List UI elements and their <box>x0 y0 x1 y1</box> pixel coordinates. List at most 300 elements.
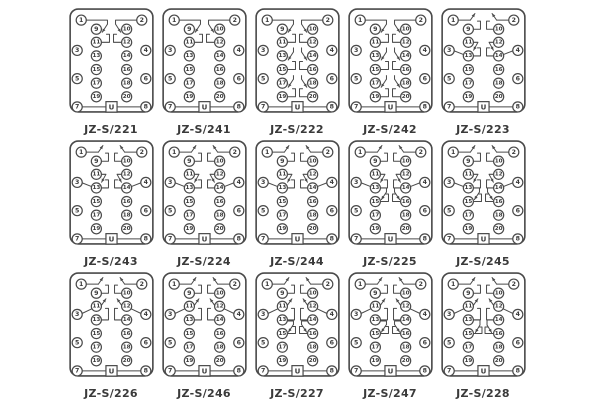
terminal-number: 5 <box>260 339 265 347</box>
terminal-14 <box>493 51 503 61</box>
terminal-number: 14 <box>122 53 131 60</box>
terminal-16 <box>400 65 410 75</box>
terminal-12 <box>493 37 503 47</box>
terminal-20 <box>493 356 503 366</box>
terminal-16 <box>400 329 410 339</box>
terminal-number: 18 <box>308 344 317 351</box>
terminal-9 <box>463 288 473 298</box>
terminal-number: 6 <box>515 339 520 347</box>
relay-socket-schematic <box>347 7 434 120</box>
terminal-number: 4 <box>422 311 427 319</box>
terminal-number: 7 <box>353 103 358 111</box>
terminal-number: 16 <box>215 198 224 205</box>
terminal-8 <box>233 234 243 244</box>
contact-wiring <box>454 14 516 56</box>
terminal-1 <box>262 15 272 25</box>
terminal-17 <box>91 210 101 220</box>
terminal-number: 6 <box>329 339 334 347</box>
terminal-number: 5 <box>74 339 79 347</box>
terminal-number: 1 <box>78 148 83 156</box>
terminal-number: 5 <box>446 75 451 83</box>
terminal-number: 18 <box>401 344 410 351</box>
terminal-3 <box>258 45 268 55</box>
terminal-number: 16 <box>122 66 131 73</box>
terminal-18 <box>307 342 317 352</box>
terminal-number: 20 <box>122 94 131 101</box>
terminal-number: 11 <box>277 303 286 310</box>
terminal-11 <box>91 169 101 179</box>
terminal-3 <box>165 45 175 55</box>
terminal-number: 1 <box>450 148 455 156</box>
terminal-number: 8 <box>422 235 427 243</box>
terminal-6 <box>419 206 429 216</box>
terminal-17 <box>370 342 380 352</box>
terminal-2 <box>322 15 332 25</box>
terminal-11 <box>184 37 194 47</box>
diagram-label: JZ-S/244 <box>270 255 324 268</box>
terminal-number: 4 <box>236 179 241 187</box>
terminal-19 <box>277 224 287 234</box>
terminal-4 <box>233 309 243 319</box>
terminal-number: 15 <box>277 198 286 205</box>
terminal-number: 13 <box>463 317 472 324</box>
terminal-number: 16 <box>308 66 317 73</box>
coil-u-label: U <box>480 366 486 376</box>
terminal-17 <box>277 342 287 352</box>
terminal-7 <box>165 366 175 376</box>
relay-diagram-cell-246 <box>159 271 249 400</box>
terminal-18 <box>307 78 317 88</box>
terminal-3 <box>258 309 268 319</box>
terminal-number: 8 <box>329 235 334 243</box>
terminal-number: 16 <box>494 198 503 205</box>
terminal-number: 13 <box>184 185 193 192</box>
terminal-2 <box>508 279 518 289</box>
terminal-number: 18 <box>401 212 410 219</box>
terminal-number: 7 <box>446 103 451 111</box>
terminal-number: 18 <box>401 80 410 87</box>
terminal-number: 16 <box>494 66 503 73</box>
terminal-number: 18 <box>308 80 317 87</box>
terminal-17 <box>277 78 287 88</box>
terminal-number: 10 <box>215 290 224 297</box>
terminal-18 <box>121 342 131 352</box>
terminal-number: 9 <box>372 157 378 165</box>
terminal-12 <box>307 37 317 47</box>
terminal-12 <box>121 37 131 47</box>
terminal-number: 5 <box>353 339 358 347</box>
terminal-number: 18 <box>215 344 224 351</box>
terminal-number: 13 <box>277 53 286 60</box>
terminal-number: 9 <box>93 157 99 165</box>
terminal-number: 15 <box>91 66 100 73</box>
terminal-number: 4 <box>329 311 334 319</box>
terminal-15 <box>184 65 194 75</box>
terminal-13 <box>277 315 287 325</box>
terminal-number: 18 <box>122 344 131 351</box>
terminal-6 <box>512 338 522 348</box>
terminal-12 <box>400 301 410 311</box>
terminal-19 <box>370 92 380 102</box>
terminal-5 <box>72 338 82 348</box>
terminal-number: 11 <box>91 171 100 178</box>
terminal-17 <box>370 78 380 88</box>
terminal-13 <box>184 315 194 325</box>
terminal-number: 11 <box>91 303 100 310</box>
terminal-number: 7 <box>260 103 265 111</box>
terminal-number: 17 <box>370 212 379 219</box>
terminal-5 <box>444 338 454 348</box>
terminal-14 <box>493 315 503 325</box>
terminal-number: 12 <box>122 171 131 178</box>
terminal-12 <box>400 169 410 179</box>
relay-diagram-cell-223 <box>438 7 528 136</box>
diagram-label: JZ-S/242 <box>363 123 417 136</box>
terminal-number: 10 <box>215 158 224 165</box>
terminal-13 <box>463 51 473 61</box>
terminal-number: 6 <box>329 75 334 83</box>
terminal-number: 12 <box>494 303 503 310</box>
terminal-13 <box>463 183 473 193</box>
terminal-4 <box>512 177 522 187</box>
terminal-9 <box>91 156 101 166</box>
terminal-13 <box>370 183 380 193</box>
terminal-17 <box>184 210 194 220</box>
terminal-number: 20 <box>401 358 410 365</box>
terminal-14 <box>214 183 224 193</box>
terminal-number: 18 <box>215 212 224 219</box>
terminal-number: 16 <box>215 66 224 73</box>
terminal-number: 11 <box>184 171 193 178</box>
terminal-number: 2 <box>325 280 330 288</box>
terminal-number: 12 <box>122 303 131 310</box>
terminal-number: 5 <box>74 75 79 83</box>
coil-u-label: U <box>480 102 486 112</box>
terminal-number: 15 <box>463 198 472 205</box>
terminal-18 <box>121 78 131 88</box>
terminal-20 <box>307 92 317 102</box>
coil-u-label: U <box>387 102 393 112</box>
terminal-number: 6 <box>143 339 148 347</box>
terminal-11 <box>370 37 380 47</box>
terminal-1 <box>169 15 179 25</box>
terminal-number: 7 <box>446 235 451 243</box>
terminal-13 <box>277 51 287 61</box>
terminal-18 <box>121 210 131 220</box>
terminal-18 <box>400 210 410 220</box>
terminal-number: 13 <box>277 185 286 192</box>
terminal-number: 11 <box>463 39 472 46</box>
terminal-number: 14 <box>308 53 317 60</box>
terminal-number: 1 <box>450 16 455 24</box>
terminal-number: 8 <box>515 103 520 111</box>
terminal-number: 3 <box>446 311 451 319</box>
relay-diagram-cell-227 <box>252 271 342 400</box>
terminal-number: 2 <box>139 148 144 156</box>
terminal-15 <box>91 65 101 75</box>
terminal-number: 4 <box>329 47 334 55</box>
terminal-8 <box>140 366 150 376</box>
contact-wiring <box>268 146 330 188</box>
terminal-number: 8 <box>515 367 520 375</box>
terminal-9 <box>370 156 380 166</box>
terminal-number: 6 <box>143 207 148 215</box>
terminal-16 <box>214 65 224 75</box>
terminal-number: 15 <box>370 330 379 337</box>
terminal-14 <box>121 183 131 193</box>
terminal-number: 15 <box>370 66 379 73</box>
terminal-number: 17 <box>184 212 193 219</box>
terminal-number: 15 <box>463 66 472 73</box>
terminal-11 <box>370 301 380 311</box>
coil-u-label: U <box>108 102 114 112</box>
terminal-number: 17 <box>277 212 286 219</box>
terminal-17 <box>370 210 380 220</box>
terminal-4 <box>512 309 522 319</box>
terminal-2 <box>322 279 332 289</box>
terminal-8 <box>140 234 150 244</box>
terminal-number: 17 <box>370 344 379 351</box>
terminal-number: 1 <box>171 16 176 24</box>
terminal-8 <box>326 234 336 244</box>
terminal-number: 1 <box>357 148 362 156</box>
terminal-number: 8 <box>143 103 148 111</box>
terminal-14 <box>400 183 410 193</box>
terminal-6 <box>326 338 336 348</box>
relay-socket-schematic <box>68 7 155 120</box>
terminal-2 <box>136 147 146 157</box>
terminal-13 <box>91 51 101 61</box>
terminal-number: 20 <box>308 226 317 233</box>
terminal-3 <box>72 177 82 187</box>
terminal-number: 18 <box>122 212 131 219</box>
terminal-17 <box>463 78 473 88</box>
terminal-number: 14 <box>308 317 317 324</box>
terminal-6 <box>512 206 522 216</box>
terminal-3 <box>258 177 268 187</box>
terminal-10 <box>121 288 131 298</box>
terminal-number: 15 <box>184 330 193 337</box>
terminal-16 <box>121 329 131 339</box>
terminal-number: 20 <box>494 358 503 365</box>
terminal-16 <box>307 329 317 339</box>
terminal-number: 15 <box>184 66 193 73</box>
terminal-6 <box>140 74 150 84</box>
terminal-7 <box>444 366 454 376</box>
relay-diagram-cell-224 <box>159 139 249 268</box>
terminal-1 <box>355 147 365 157</box>
terminal-4 <box>140 45 150 55</box>
terminal-1 <box>355 279 365 289</box>
terminal-13 <box>370 315 380 325</box>
terminal-number: 13 <box>184 53 193 60</box>
terminal-number: 11 <box>184 303 193 310</box>
terminal-number: 11 <box>463 171 472 178</box>
diagram-label: JZ-S/245 <box>456 255 510 268</box>
terminal-3 <box>351 309 361 319</box>
terminal-1 <box>448 147 458 157</box>
terminal-6 <box>419 74 429 84</box>
terminal-number: 15 <box>277 330 286 337</box>
terminal-number: 19 <box>277 226 286 233</box>
terminal-number: 11 <box>184 39 193 46</box>
terminal-number: 10 <box>308 26 317 33</box>
terminal-number: 4 <box>329 179 334 187</box>
terminal-number: 1 <box>171 148 176 156</box>
terminal-19 <box>370 224 380 234</box>
terminal-number: 9 <box>372 289 378 297</box>
terminal-6 <box>140 206 150 216</box>
terminal-17 <box>463 210 473 220</box>
terminal-number: 3 <box>446 179 451 187</box>
terminal-number: 4 <box>515 179 520 187</box>
terminal-number: 1 <box>78 16 83 24</box>
terminal-number: 16 <box>308 198 317 205</box>
terminal-number: 14 <box>215 185 224 192</box>
terminal-17 <box>463 342 473 352</box>
terminal-number: 8 <box>329 367 334 375</box>
terminal-5 <box>258 206 268 216</box>
terminal-7 <box>444 102 454 112</box>
contact-wiring <box>175 146 237 188</box>
terminal-7 <box>72 366 82 376</box>
terminal-7 <box>351 234 361 244</box>
relay-diagram-cell-241 <box>159 7 249 136</box>
terminal-number: 14 <box>494 185 503 192</box>
terminal-2 <box>136 279 146 289</box>
terminal-number: 19 <box>463 94 472 101</box>
terminal-15 <box>184 197 194 207</box>
terminal-number: 14 <box>122 185 131 192</box>
terminal-9 <box>277 24 287 34</box>
terminal-20 <box>400 356 410 366</box>
terminal-19 <box>463 224 473 234</box>
terminal-3 <box>444 45 454 55</box>
terminal-19 <box>277 92 287 102</box>
coil-u-label: U <box>387 366 393 376</box>
terminal-14 <box>400 315 410 325</box>
terminal-number: 12 <box>308 303 317 310</box>
terminal-number: 16 <box>494 330 503 337</box>
terminal-17 <box>91 342 101 352</box>
terminal-13 <box>91 183 101 193</box>
terminal-number: 16 <box>122 198 131 205</box>
terminal-11 <box>277 37 287 47</box>
terminal-number: 10 <box>122 158 131 165</box>
terminal-18 <box>214 78 224 88</box>
terminal-number: 20 <box>401 226 410 233</box>
terminal-number: 16 <box>122 330 131 337</box>
terminal-10 <box>400 288 410 298</box>
terminal-9 <box>463 156 473 166</box>
terminal-9 <box>184 24 194 34</box>
terminal-number: 3 <box>167 47 172 55</box>
terminal-number: 4 <box>236 47 241 55</box>
terminal-16 <box>400 197 410 207</box>
terminal-number: 13 <box>91 317 100 324</box>
terminal-number: 2 <box>418 148 423 156</box>
terminal-number: 15 <box>184 198 193 205</box>
terminal-14 <box>214 51 224 61</box>
contact-wiring <box>82 278 144 320</box>
terminal-number: 6 <box>422 75 427 83</box>
terminal-number: 17 <box>91 344 100 351</box>
terminal-number: 12 <box>401 171 410 178</box>
terminal-12 <box>121 169 131 179</box>
terminal-number: 8 <box>143 367 148 375</box>
terminal-5 <box>72 74 82 84</box>
terminal-number: 6 <box>236 75 241 83</box>
terminal-number: 5 <box>167 75 172 83</box>
terminal-18 <box>214 210 224 220</box>
terminal-number: 1 <box>264 16 269 24</box>
terminal-9 <box>91 24 101 34</box>
terminal-number: 11 <box>91 39 100 46</box>
terminal-9 <box>91 288 101 298</box>
terminal-number: 14 <box>215 317 224 324</box>
terminal-4 <box>140 177 150 187</box>
relay-socket-schematic <box>440 139 527 252</box>
terminal-number: 7 <box>353 367 358 375</box>
terminal-20 <box>121 92 131 102</box>
relay-socket-schematic <box>347 139 434 252</box>
terminal-16 <box>493 65 503 75</box>
terminal-number: 2 <box>232 16 237 24</box>
terminal-number: 12 <box>401 39 410 46</box>
terminal-9 <box>463 24 473 34</box>
terminal-5 <box>351 206 361 216</box>
terminal-number: 3 <box>74 179 79 187</box>
terminal-number: 3 <box>260 311 265 319</box>
terminal-8 <box>512 366 522 376</box>
terminal-11 <box>277 169 287 179</box>
terminal-number: 10 <box>401 290 410 297</box>
terminal-5 <box>351 338 361 348</box>
terminal-number: 5 <box>446 339 451 347</box>
terminal-number: 19 <box>370 94 379 101</box>
terminal-10 <box>493 156 503 166</box>
relay-diagram-cell-228 <box>438 271 528 400</box>
terminal-number: 20 <box>215 226 224 233</box>
terminal-15 <box>370 65 380 75</box>
terminal-number: 10 <box>401 158 410 165</box>
terminal-number: 17 <box>91 80 100 87</box>
terminal-number: 1 <box>264 148 269 156</box>
terminal-18 <box>400 78 410 88</box>
terminal-number: 17 <box>184 80 193 87</box>
terminal-17 <box>277 210 287 220</box>
terminal-number: 15 <box>91 330 100 337</box>
terminal-number: 17 <box>370 80 379 87</box>
terminal-number: 7 <box>74 367 79 375</box>
terminal-11 <box>463 169 473 179</box>
terminal-11 <box>463 301 473 311</box>
terminal-number: 7 <box>260 367 265 375</box>
terminal-4 <box>233 45 243 55</box>
terminal-number: 4 <box>515 47 520 55</box>
terminal-1 <box>448 15 458 25</box>
coil-u-label: U <box>294 102 300 112</box>
terminal-number: 4 <box>422 47 427 55</box>
terminal-number: 13 <box>463 53 472 60</box>
terminal-7 <box>165 102 175 112</box>
terminal-15 <box>370 329 380 339</box>
terminal-number: 20 <box>215 358 224 365</box>
terminal-number: 9 <box>372 25 378 33</box>
relay-diagram-cell-245 <box>438 139 528 268</box>
terminal-number: 20 <box>494 226 503 233</box>
terminal-number: 20 <box>122 226 131 233</box>
